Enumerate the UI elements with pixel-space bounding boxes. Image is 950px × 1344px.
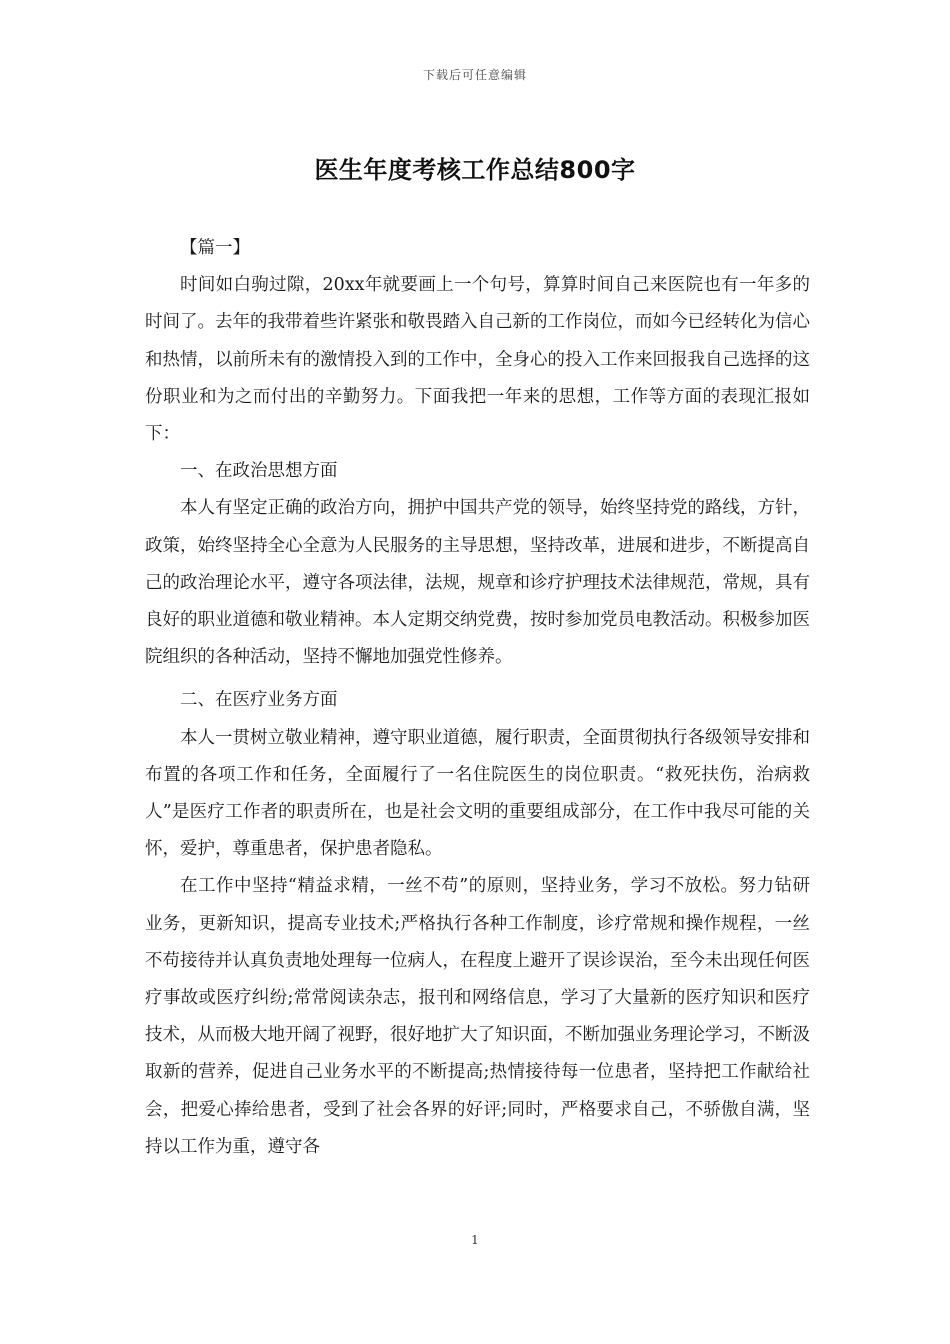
header-note: 下载后可任意编辑: [422, 68, 527, 82]
page-number: 1: [471, 1233, 479, 1247]
medical-paragraph-1: 本人一贯树立敬业精神，遵守职业道德，履行职责，全面贯彻执行各级领导安排和布置的各项工作和任务，全面履行了一名住院医生的岗位职责。“救死扶伤，治病救人”是医疗工作者的职责所在，也是社会文明的重要组成部分，在工作中我尽可能的关怀，爱护，尊重患者，保护患者隐私。: [145, 727, 810, 860]
part-label: 【篇一】: [180, 238, 250, 258]
intro-paragraph: 时间如白驹过隙，20xx年就要画上一个句号，算算时间自己来医院也有一年多的时间了。去年的我带着些许紧张和敬畏踏入自己新的工作岗位，而如今已经转化为信心和热情，以前所未有的激情投入到的工作中，全身心的投入工作来回报我自己选择的这份职业和为之而付出的辛勤努力。下面我把一年来的思想，工作等方面的表现汇报如下：: [145, 275, 810, 445]
politics-paragraph: 本人有坚定正确的政治方向，拥护中国共产党的领导，始终坚持党的路线，方针，政策，始终坚持全心全意为人民服务的主导思想，坚持改革，进展和进步，不断提高自己的政治理论水平，遵守各项法律，法规，规章和诊疗护理技术法律规范，常规，具有良好的职业道德和敬业精神。本人定期交纳党费，按时参加党员电教活动。积极参加医院组织的各种活动，坚持不懈地加强党性修养。: [145, 498, 810, 668]
document-title: 医生年度考核工作总结800字: [314, 156, 636, 184]
document-body: [145, 230, 810, 1166]
medical-paragraph-2: 在工作中坚持“精益求精，一丝不苟”的原则，坚持业务，学习不放松。努力钻研业务，更新知识，提高专业技术;严格执行各种工作制度，诊疗常规和操作规程，一丝不苟接待并认真负责地处理每一位病人，在程度上避开了误诊误治，至今未出现任何医疗事故或医疗纠纷;常常阅读杂志，报刊和网络信息，学习了大量新的医疗知识和医疗技术，从而极大地开阔了视野，很好地扩大了知识面，不断加强业务理论学习，不断汲取新的营养，促进自己业务水平的不断提高;热情接待每一位患者，坚持把工作献给社会，把爱心捧给患者，受到了社会各界的好评;同时，严格要求自己，不骄傲自满，坚持以工作为重，遵守各: [145, 876, 810, 1157]
section-heading-medical: 二、在医疗业务方面: [180, 690, 338, 711]
section-heading-politics: 一、在政治思想方面: [180, 461, 338, 482]
